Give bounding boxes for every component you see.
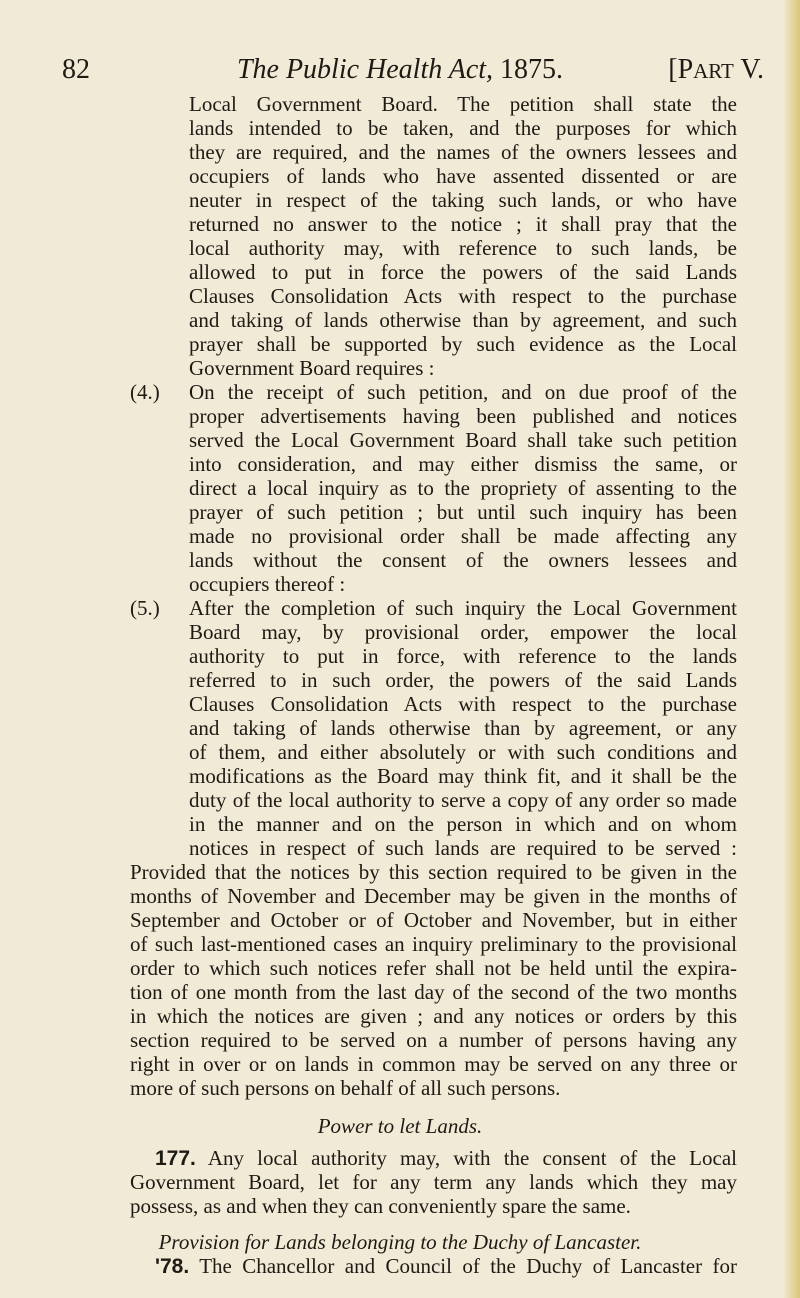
page-number: 82 — [62, 54, 90, 85]
text-line: Clauses Consolidation Acts with respect to the purchase — [189, 284, 737, 308]
text-line: allowed to put in force the powers of the said Lands — [189, 260, 737, 284]
text-line: and taking of lands otherwise than by agreement, or any — [189, 716, 737, 740]
text-line: Provided that the notices by this section required to be given in the — [130, 860, 737, 884]
text-line: Clauses Consolidation Acts with respect to the purchase — [189, 692, 737, 716]
text-line: referred to in such order, the powers of the said Lands — [189, 668, 737, 692]
text-line: they are required, and the names of the owners lessees and — [189, 140, 737, 164]
text-line: modifications as the Board may think fit, and it shall be the — [189, 764, 737, 788]
text-line: Local Government Board. The petition shall state the — [189, 92, 737, 116]
text-line: right in over or on lands in common may be served on any three or — [130, 1052, 737, 1076]
text-line: Board may, by provisional order, empower the local — [189, 620, 737, 644]
section-number-177: 177. — [155, 1147, 196, 1170]
text-line: duty of the local authority to serve a copy of any order so made — [189, 788, 737, 812]
section-177-first-line — [155, 1146, 737, 1170]
text-line: Government Board, let for any term any lands which they may — [130, 1170, 737, 1194]
text-line: section required to be served on a number of persons having any — [130, 1028, 737, 1052]
part-bracket: [ — [668, 54, 678, 85]
subsection-marker-4: (4.) — [130, 380, 160, 404]
text-line: authority to put in force, with reference to the lands — [189, 644, 737, 668]
text-line: more of such persons on behalf of all such persons. — [130, 1076, 561, 1100]
text-line: On the receipt of such petition, and on due proof of the — [189, 380, 737, 404]
section-heading-178: Provision for Lands belonging to the Duchy of Lancaster. — [158, 1230, 642, 1254]
text-line: September and October or of October and November, but in either — [130, 908, 737, 932]
text-line: occupiers thereof : — [189, 572, 346, 596]
section-178-first-line — [155, 1254, 737, 1278]
text-line: prayer of such petition ; but until such inquiry has been — [189, 500, 737, 524]
text-line: made no provisional order shall be made affecting any — [189, 524, 737, 548]
text-line: notices in respect of such lands are required to be served : — [189, 836, 737, 860]
text-line: lands intended to be taken, and the purposes for which — [189, 116, 737, 140]
text-line: and taking of lands otherwise than by agreement, and such — [189, 308, 737, 332]
running-header — [0, 50, 800, 90]
section-heading-177: Power to let Lands. — [317, 1114, 483, 1138]
act-year: 1875. — [493, 54, 564, 85]
text-line: possess, as and when they can conveniently spare the same. — [130, 1194, 631, 1218]
text-line: served the Local Government Board shall take such petition — [189, 428, 737, 452]
text-line: neuter in respect of the taking such lands, or who have — [189, 188, 737, 212]
text-line: direct a local inquiry as to the propriety of assenting to the — [189, 476, 737, 500]
section-178-text: The Chancellor and Council of the Duchy of Lancaster for — [189, 1254, 737, 1278]
text-line: proper advertisements having been published and notices — [189, 404, 737, 428]
text-line: occupiers of lands who have assented dissented or are — [189, 164, 737, 188]
part-label — [668, 50, 764, 91]
part-word-rest: ART — [693, 59, 734, 83]
part-first-letter: P — [677, 54, 694, 85]
text-line: After the completion of such inquiry the Local Government — [189, 596, 737, 620]
text-line: Government Board requires : — [189, 356, 435, 380]
section-177-text: Any local authority may, with the consent of the Local — [195, 1146, 737, 1170]
section-number-178: '78. — [155, 1255, 190, 1278]
text-line: lands without the consent of the owners lessees and — [189, 548, 737, 572]
text-line: in which the notices are given ; and any notices or orders by this — [130, 1004, 737, 1028]
text-line: into consideration, and may either dismiss the same, or — [189, 452, 737, 476]
subsection-marker-5: (5.) — [130, 596, 160, 620]
text-line: months of November and December may be given in the months of — [130, 884, 737, 908]
text-line: in the manner and on the person in which and on whom — [189, 812, 737, 836]
text-line: returned no answer to the notice ; it shall pray that the — [189, 212, 737, 236]
text-line: local authority may, with reference to such lands, be — [189, 236, 737, 260]
text-line: order to which such notices refer shall not be held until the expira- — [130, 956, 737, 980]
text-line: of them, and either absolutely or with such conditions and — [189, 740, 737, 764]
text-line: of such last-mentioned cases an inquiry preliminary to the provisional — [130, 932, 737, 956]
part-number: V. — [733, 54, 764, 85]
text-line: prayer shall be supported by such evidence as the Local — [189, 332, 737, 356]
act-title: The Public Health Act, — [236, 54, 494, 85]
page-edge — [784, 0, 800, 1298]
text-line: tion of one month from the last day of the second of the two months — [130, 980, 737, 1004]
